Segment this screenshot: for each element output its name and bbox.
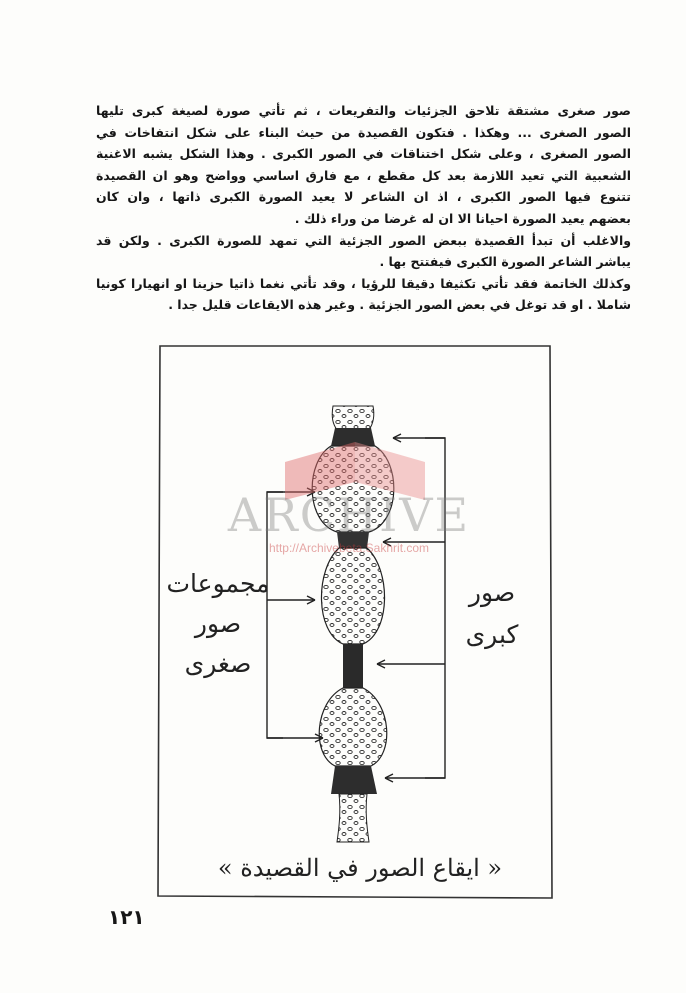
- text-line: صور صغرى مشتقة تلاحق الجزئيات والتفريعات ، ثم تأتي صورة لصيغة كبرى تليها: [96, 103, 631, 118]
- top-cap: [332, 406, 374, 430]
- figure-caption: « ايقاع الصور في القصيدة »: [217, 854, 503, 882]
- bottom-stem: [337, 794, 369, 842]
- text-line: الشعبية التي تعيد اللازمة بعد كل مقطع ، مع فارق اساسي وواضح وهو ان القصيدة: [96, 167, 631, 183]
- great-images-label: صور كبرى: [465, 578, 519, 649]
- lower-bulb: [319, 688, 387, 766]
- middle-bulb: [321, 548, 384, 644]
- bottom-band: [331, 766, 377, 794]
- middle-neck: [343, 644, 363, 688]
- text-line: بعضهم يعيد الصورة احيانا الا ان له غرضا من وراء ذلك .: [294, 210, 631, 226]
- page-number: ١٢١: [108, 905, 145, 929]
- text-line: شاملا . او قد توغل في بعض الصور الجزئية . وغير هذه الايقاعات قليل جدا .: [168, 297, 631, 313]
- text-line: تتنوع فيها الصور الكبرى ، اذ ان الشاعر لا يعيد الصورة الكبرى ذاتها ، وان كان: [96, 189, 631, 205]
- body-text: [96, 100, 631, 316]
- poem-rhythm-diagram: [155, 342, 555, 902]
- small-images-label: مجموعات صور صغرى: [166, 569, 270, 678]
- text-line: الصور الصغرى ... وهكذا . فتكون القصيدة من حيث البناء على شكل انتفاخات في: [96, 124, 631, 140]
- text-line: والاغلب أن تبدأ القصيدة ببعض الصور الجزئية التي تمهد للصورة الكبرى . ولكن قد: [96, 232, 631, 248]
- watermark-url: http://Archivebeta.Sakhrit.com: [268, 541, 430, 555]
- text-line: وكذلك الخاتمة فقد تأتي تكثيفا دقيقا للرؤيا ، وقد تأتي نغما ذاتيا حزينا او انهيارا كونيا: [96, 275, 631, 291]
- text-line: يباشر الشاعر الصورة الكبرى فيفتتح بها .: [379, 254, 631, 270]
- text-line: الصور الصغرى ، وعلى شكل اختناقات في الصور الكبرى . وهذا الشكل يشبه الاغنية: [96, 146, 631, 162]
- watermark-title: ARCHIVE: [227, 488, 471, 542]
